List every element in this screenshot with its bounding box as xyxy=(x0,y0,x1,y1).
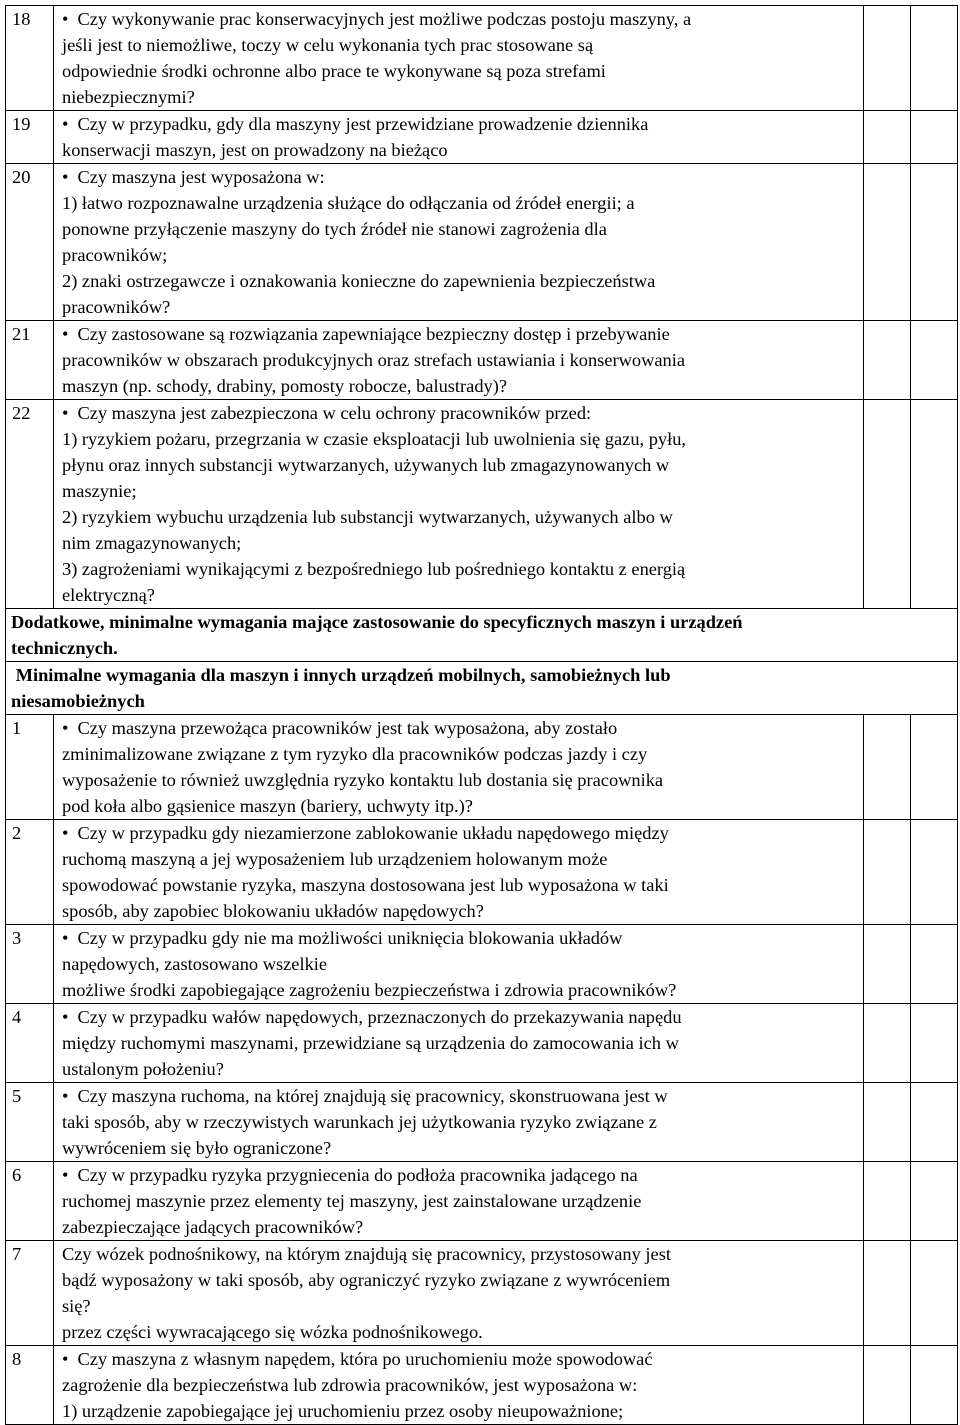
answer-yes-cell[interactable] xyxy=(864,321,911,400)
question-cell xyxy=(54,1346,864,1425)
table-row xyxy=(6,6,958,111)
question-text: pracowników? xyxy=(62,297,171,317)
checklist-body xyxy=(6,6,958,1425)
question-line xyxy=(62,111,859,137)
question-line xyxy=(62,582,859,608)
bullet-icon: • xyxy=(62,1086,69,1106)
question-text: taki sposób, aby w rzeczywistych warunkach jej użytkowania ryzyko związane z xyxy=(62,1112,657,1132)
question-text: elektryczną? xyxy=(62,585,155,605)
answer-yes-cell[interactable] xyxy=(864,1004,911,1083)
answer-no-cell[interactable] xyxy=(911,111,958,164)
question-line xyxy=(62,426,859,452)
question-text: zminimalizowane związane z tym ryzyko dla pracowników podczas jazdy i czy xyxy=(62,744,648,764)
answer-yes-cell[interactable] xyxy=(864,1346,911,1425)
question-line xyxy=(62,294,859,320)
question-text: 1) ryzykiem pożaru, przegrzania w czasie eksploatacji lub uwolnienia się gazu, pyłu, xyxy=(62,429,687,449)
answer-no-cell[interactable] xyxy=(911,715,958,820)
answer-yes-cell[interactable] xyxy=(864,400,911,609)
bullet-icon: • xyxy=(62,9,69,29)
answer-yes-cell[interactable] xyxy=(864,820,911,925)
bullet-icon: • xyxy=(62,718,69,738)
question-text: Czy maszyna ruchoma, na której znajdują się pracownicy, skonstruowana jest w xyxy=(77,1086,668,1106)
question-text: nim zmagazynowanych; xyxy=(62,533,242,553)
question-line xyxy=(62,137,859,163)
section-row xyxy=(6,662,958,715)
question-line xyxy=(62,1135,859,1161)
question-cell xyxy=(54,1162,864,1241)
answer-no-cell[interactable] xyxy=(911,321,958,400)
question-text: niebezpiecznymi? xyxy=(62,87,195,107)
table-row xyxy=(6,1346,958,1425)
question-text: Czy maszyna jest wyposażona w: xyxy=(77,167,325,187)
question-cell xyxy=(54,400,864,609)
question-text: pod koła albo gąsienice maszyn (bariery, uchwyty itp.)? xyxy=(62,796,473,816)
question-line xyxy=(62,216,859,242)
question-cell xyxy=(54,925,864,1004)
table-row xyxy=(6,111,958,164)
question-text: pracowników w obszarach produkcyjnych oraz strefach ustawiania i konserwowania xyxy=(62,350,686,370)
question-line xyxy=(62,478,859,504)
question-text: maszyn (np. schody, drabiny, pomosty robocze, balustrady)? xyxy=(62,376,508,396)
question-line xyxy=(62,321,859,347)
question-text: Czy maszyna przewożąca pracowników jest tak wyposażona, aby zostało xyxy=(77,718,618,738)
question-text: możliwe środki zapobiegające zagrożeniu bezpieczeństwa i zdrowia pracowników? xyxy=(62,980,677,1000)
answer-yes-cell[interactable] xyxy=(864,1241,911,1346)
answer-yes-cell[interactable] xyxy=(864,1162,911,1241)
answer-yes-cell[interactable] xyxy=(864,925,911,1004)
table-row xyxy=(6,1083,958,1162)
question-text: ponowne przyłączenie maszyny do tych źródeł nie stanowi zagrożenia dla xyxy=(62,219,607,239)
section-heading-line: Minimalne wymagania dla maszyn i innych urządzeń mobilnych, samobieżnych lub xyxy=(11,665,671,685)
answer-no-cell[interactable] xyxy=(911,1346,958,1425)
answer-yes-cell[interactable] xyxy=(864,1083,911,1162)
answer-no-cell[interactable] xyxy=(911,820,958,925)
bullet-icon: • xyxy=(62,1349,69,1369)
question-line xyxy=(62,898,859,924)
question-text: bądź wyposażony w taki sposób, aby ograniczyć ryzyko związane z wywróceniem xyxy=(62,1270,671,1290)
question-line xyxy=(62,1267,859,1293)
table-row xyxy=(6,1162,958,1241)
table-row xyxy=(6,820,958,925)
question-line xyxy=(62,977,859,1003)
table-row xyxy=(6,925,958,1004)
bullet-icon: • xyxy=(62,403,69,423)
question-cell xyxy=(54,111,864,164)
question-text: maszynie; xyxy=(62,481,137,501)
question-line xyxy=(62,1162,859,1188)
question-text: się? xyxy=(62,1296,91,1316)
section-heading xyxy=(6,662,958,715)
question-text: Czy zastosowane są rozwiązania zapewniające bezpieczny dostęp i przebywanie xyxy=(77,324,670,344)
question-line xyxy=(62,32,859,58)
question-text: pracowników; xyxy=(62,245,168,265)
question-line xyxy=(62,242,859,268)
question-cell xyxy=(54,321,864,400)
section-row xyxy=(6,609,958,662)
question-text: 1) urządzenie zapobiegające jej uruchomieniu przez osoby nieupoważnione; xyxy=(62,1401,624,1421)
question-text: 1) łatwo rozpoznawalne urządzenia służące do odłączania od źródeł energii; a xyxy=(62,193,635,213)
answer-no-cell[interactable] xyxy=(911,1004,958,1083)
answer-yes-cell[interactable] xyxy=(864,111,911,164)
question-line xyxy=(62,820,859,846)
section-heading-line: technicznych. xyxy=(11,638,118,658)
question-text: napędowych, zastosowano wszelkie xyxy=(62,954,328,974)
question-line xyxy=(62,164,859,190)
question-text: ustalonym położeniu? xyxy=(62,1059,224,1079)
question-line xyxy=(62,846,859,872)
question-line xyxy=(62,6,859,32)
question-line xyxy=(62,373,859,399)
bullet-icon: • xyxy=(62,928,69,948)
table-row xyxy=(6,1004,958,1083)
question-line xyxy=(62,268,859,294)
question-line xyxy=(62,1109,859,1135)
question-line xyxy=(62,1030,859,1056)
question-cell xyxy=(54,1083,864,1162)
bullet-icon: • xyxy=(62,324,69,344)
answer-no-cell[interactable] xyxy=(911,164,958,321)
question-line xyxy=(62,715,859,741)
question-line xyxy=(62,452,859,478)
question-line xyxy=(62,1372,859,1398)
question-cell xyxy=(54,1004,864,1083)
table-row xyxy=(6,400,958,609)
question-cell xyxy=(54,715,864,820)
question-line xyxy=(62,530,859,556)
question-text: wyposażenie to również uwzględnia ryzyko kontaktu lub dostania się pracownika xyxy=(62,770,664,790)
question-text: przez części wywracającego się wózka podnośnikowego. xyxy=(62,1322,483,1342)
question-line xyxy=(62,1004,859,1030)
table-row xyxy=(6,321,958,400)
question-line xyxy=(62,925,859,951)
item-number: 5 xyxy=(6,1083,54,1162)
checklist-table xyxy=(5,5,958,1425)
item-number: 2 xyxy=(6,820,54,925)
question-line xyxy=(62,1346,859,1372)
question-line xyxy=(62,347,859,373)
question-text: 2) znaki ostrzegawcze i oznakowania konieczne do zapewnienia bezpieczeństwa xyxy=(62,271,656,291)
item-number: 21 xyxy=(6,321,54,400)
item-number: 22 xyxy=(6,400,54,609)
question-text: zabezpieczające jadących pracowników? xyxy=(62,1217,364,1237)
question-line xyxy=(62,951,859,977)
question-line xyxy=(62,400,859,426)
table-row xyxy=(6,1241,958,1346)
question-text: Czy wózek podnośnikowy, na którym znajdują się pracownicy, przystosowany jest xyxy=(62,1244,671,1264)
item-number: 20 xyxy=(6,164,54,321)
question-line xyxy=(62,1241,859,1267)
question-text: Czy w przypadku gdy niezamierzone zablokowanie układu napędowego między xyxy=(77,823,669,843)
item-number: 19 xyxy=(6,111,54,164)
question-text: sposób, aby zapobiec blokowaniu układów napędowych? xyxy=(62,901,484,921)
bullet-icon: • xyxy=(62,167,69,187)
answer-no-cell[interactable] xyxy=(911,1083,958,1162)
question-text: ruchomej maszynie przez elementy tej maszyny, jest zainstalowane urządzenie xyxy=(62,1191,642,1211)
bullet-icon: • xyxy=(62,823,69,843)
question-line xyxy=(62,767,859,793)
bullet-icon: • xyxy=(62,1165,69,1185)
question-line xyxy=(62,1398,859,1424)
question-line xyxy=(62,556,859,582)
item-number: 4 xyxy=(6,1004,54,1083)
question-cell xyxy=(54,1241,864,1346)
question-cell xyxy=(54,6,864,111)
question-line xyxy=(62,84,859,110)
answer-yes-cell[interactable] xyxy=(864,164,911,321)
item-number: 7 xyxy=(6,1241,54,1346)
answer-no-cell[interactable] xyxy=(911,6,958,111)
question-text: płynu oraz innych substancji wytwarzanych, używanych lub zmagazynowanych w xyxy=(62,455,670,475)
question-line xyxy=(62,1188,859,1214)
question-text: jeśli jest to niemożliwe, toczy w celu wykonania tych prac stosowane są xyxy=(62,35,594,55)
question-text: Czy wykonywanie prac konserwacyjnych jest możliwe podczas postoju maszyny, a xyxy=(77,9,692,29)
question-text: Czy w przypadku wałów napędowych, przeznaczonych do przekazywania napędu xyxy=(77,1007,682,1027)
question-line xyxy=(62,1293,859,1319)
question-text: Czy maszyna jest zabezpieczona w celu ochrony pracowników przed: xyxy=(77,403,592,423)
question-text: wywróceniem się było ograniczone? xyxy=(62,1138,332,1158)
question-line xyxy=(62,190,859,216)
question-text: zagrożenie dla bezpieczeństwa lub zdrowia pracowników, jest wyposażona w: xyxy=(62,1375,638,1395)
question-line xyxy=(62,1056,859,1082)
question-cell xyxy=(54,820,864,925)
item-number: 18 xyxy=(6,6,54,111)
table-row xyxy=(6,164,958,321)
question-text: między ruchomymi maszynami, przewidziane są urządzenia do zamocowania ich w xyxy=(62,1033,679,1053)
question-line xyxy=(62,504,859,530)
item-number: 6 xyxy=(6,1162,54,1241)
question-text: 3) zagrożeniami wynikającymi z bezpośredniego lub pośredniego kontaktu z energią xyxy=(62,559,686,579)
answer-yes-cell[interactable] xyxy=(864,6,911,111)
item-number: 3 xyxy=(6,925,54,1004)
answer-no-cell[interactable] xyxy=(911,925,958,1004)
item-number: 8 xyxy=(6,1346,54,1425)
answer-no-cell[interactable] xyxy=(911,1241,958,1346)
question-text: ruchomą maszyną a jej wyposażeniem lub urządzeniem holowanym może xyxy=(62,849,608,869)
question-text: Czy w przypadku, gdy dla maszyny jest przewidziane prowadzenie dziennika xyxy=(77,114,649,134)
bullet-icon: • xyxy=(62,114,69,134)
answer-no-cell[interactable] xyxy=(911,400,958,609)
item-number: 1 xyxy=(6,715,54,820)
question-text: odpowiednie środki ochronne albo prace te wykonywane są poza strefami xyxy=(62,61,606,81)
question-line xyxy=(62,1083,859,1109)
question-text: Czy w przypadku gdy nie ma możliwości uniknięcia blokowania układów xyxy=(77,928,623,948)
question-text: Czy w przypadku ryzyka przygniecenia do podłoża pracownika jadącego na xyxy=(77,1165,638,1185)
question-text: spowodować powstanie ryzyka, maszyna dostosowana jest lub wyposażona w taki xyxy=(62,875,669,895)
question-text: konserwacji maszyn, jest on prowadzony na bieżąco xyxy=(62,140,448,160)
question-line xyxy=(62,793,859,819)
table-row xyxy=(6,715,958,820)
question-text: 2) ryzykiem wybuchu urządzenia lub substancji wytwarzanych, używanych albo w xyxy=(62,507,673,527)
answer-no-cell[interactable] xyxy=(911,1162,958,1241)
question-line xyxy=(62,872,859,898)
answer-yes-cell[interactable] xyxy=(864,715,911,820)
question-cell xyxy=(54,164,864,321)
section-heading-line: niesamobieżnych xyxy=(11,691,145,711)
section-heading xyxy=(6,609,958,662)
bullet-icon: • xyxy=(62,1007,69,1027)
question-text: Czy maszyna z własnym napędem, która po uruchomieniu może spowodować xyxy=(77,1349,653,1369)
question-line xyxy=(62,1319,859,1345)
question-line xyxy=(62,741,859,767)
question-line xyxy=(62,1214,859,1240)
section-heading-line: Dodatkowe, minimalne wymagania mające zastosowanie do specyficznych maszyn i urządzeń xyxy=(11,612,743,632)
question-line xyxy=(62,58,859,84)
